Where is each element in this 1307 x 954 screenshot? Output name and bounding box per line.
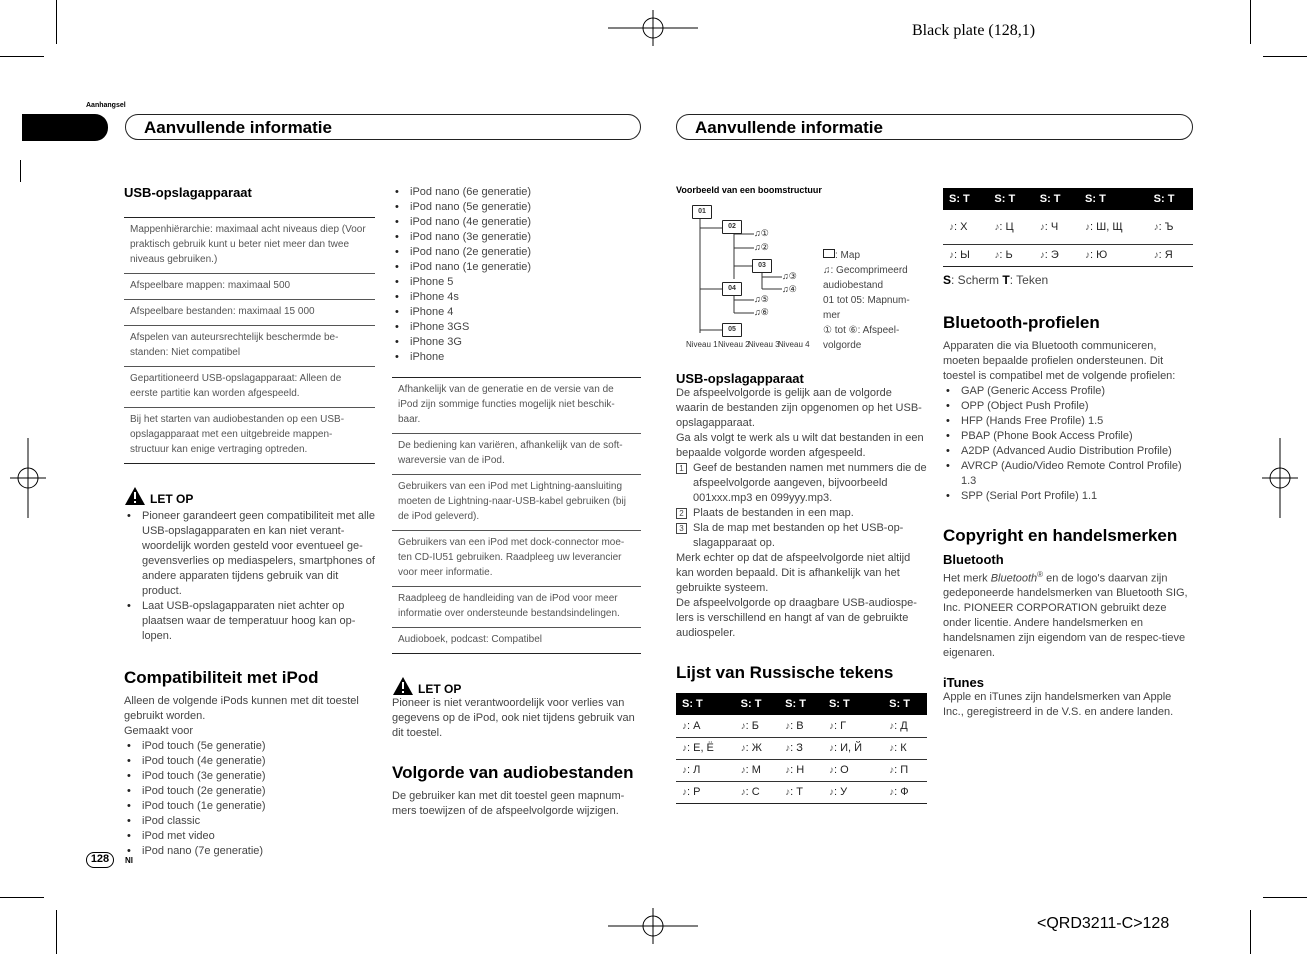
table-cell (883, 759, 927, 781)
usb-note: Gepartitioneerd USB-opslagapparaat: Alleen de eerste partitie kan worden afgespeeld. (124, 367, 375, 408)
legend-order: ① tot ⑥: Afspeel-volgorde (823, 325, 900, 351)
cell-text: : Л (687, 764, 701, 776)
glyph-icon: ♪ (1039, 221, 1045, 233)
cell-text: : Т (790, 786, 803, 798)
table-cell (1079, 210, 1148, 244)
level-label: Niveau 3 (748, 340, 780, 349)
cell-text: : Д (894, 719, 908, 732)
table-cell (988, 210, 1033, 244)
table-cell (988, 244, 1033, 266)
caution-label: LET OP (150, 492, 194, 506)
cell-text: : Ю (1090, 249, 1108, 261)
itunes-subheading: iTunes (943, 675, 984, 691)
step-number: 1 (676, 463, 687, 474)
ipod-notes (392, 377, 641, 654)
table-cell (676, 759, 735, 781)
level-label: Niveau 4 (778, 340, 810, 349)
glyph-icon: ♪ (1085, 250, 1091, 261)
table-row (943, 210, 1193, 244)
folder-legend-icon (823, 249, 835, 258)
glyph-icon: ♪ (828, 787, 834, 798)
glyph-icon: ♪ (740, 743, 746, 754)
bluetooth-subheading: Bluetooth (943, 551, 1004, 567)
glyph-icon: ♪ (682, 720, 687, 732)
glyph-icon: ♪ (740, 787, 746, 798)
order-heading: Volgorde van audiobestanden (392, 763, 634, 782)
folder-icon: 04 (722, 282, 742, 296)
legend-s: S (943, 272, 952, 287)
list-item: • iPod nano (3e generatie) (392, 230, 641, 245)
usb-heading: USB-opslagapparaat (124, 185, 252, 200)
ipod-list-continued (392, 185, 641, 365)
table-row (676, 715, 927, 737)
column-1 (124, 185, 375, 859)
table-header-row (943, 188, 1193, 210)
crop-mark (56, 910, 57, 954)
column-2 (392, 185, 641, 819)
legend-folders: 01 tot 05: Mapnum-mer (823, 295, 910, 321)
cell-text: : С (745, 786, 760, 798)
glyph-icon: ♪ (740, 765, 746, 776)
language-code: Nl (125, 856, 133, 865)
glyph-icon: ♪ (682, 743, 687, 754)
table-header: S: T (988, 188, 1033, 210)
glyph-icon: ♪ (994, 250, 1000, 261)
crop-mark (1263, 56, 1307, 57)
cell-text: : В (790, 719, 804, 732)
registration-mark-icon (1262, 438, 1298, 518)
glyph-icon: ♪ (1153, 250, 1159, 261)
table-cell (1034, 244, 1079, 266)
section-tab (22, 114, 108, 141)
document-code: <QRD3211-C>128 (1037, 915, 1170, 932)
registration-mark-icon (608, 10, 698, 46)
list-item: • iPod nano (7e generatie) (124, 844, 375, 859)
ipod-heading: Compatibiliteit met iPod (124, 668, 319, 687)
step-item (676, 461, 927, 506)
usb-note: Afspelen van auteursrechtelijk beschermde be-standen: Niet compatibel (124, 326, 375, 367)
audio-file-icon: ♫③ (782, 271, 797, 281)
glyph-icon: ♪ (889, 720, 895, 732)
table-cell (735, 715, 779, 737)
bluetooth-intro: Apparaten die via Bluetooth communiceren, moeten bepaalde profielen ondersteunen. Dit toestel is compatibel met de volgende profielen: (943, 339, 1176, 382)
list-item: • iPhone 5 (392, 275, 641, 290)
list-item: • iPhone 3G (392, 335, 641, 350)
page-number: 128 (86, 852, 114, 868)
section-title-right: Aanvullende informatie (676, 114, 1193, 140)
table-header: S: T (823, 693, 883, 715)
ipod-intro: Alleen de volgende iPods kunnen met dit toestel gebruikt worden. (124, 695, 359, 722)
file-number: ① (760, 228, 769, 238)
cell-text: : Р (687, 786, 701, 798)
crop-mark (20, 160, 21, 182)
russian-table-continued (943, 188, 1193, 267)
legend-t-text: : Teken (1009, 272, 1049, 287)
list-item: • iPod nano (5e generatie) (392, 200, 641, 215)
table-legend (943, 273, 1193, 287)
ipod-note: Audioboek, podcast: Compatibel (392, 628, 641, 654)
folder-tree-diagram (676, 201, 816, 351)
copyright-heading: Copyright en handelsmerken (943, 525, 1178, 545)
glyph-icon: ♪ (682, 765, 687, 776)
column-3 (676, 185, 927, 798)
table-cell (883, 715, 927, 737)
glyph-icon: ♪ (785, 720, 791, 732)
list-item: • iPod nano (2e generatie) (392, 245, 641, 260)
russian-heading: Lijst van Russische tekens (676, 663, 894, 682)
tree-legend (823, 248, 923, 353)
table-cell (823, 759, 883, 781)
list-item: • iPod touch (1e generatie) (124, 799, 375, 814)
file-number: ⑥ (760, 307, 769, 317)
table-header: S: T (943, 188, 988, 210)
table-header: S: T (676, 693, 735, 715)
ipod-list (124, 739, 375, 859)
caution-list (124, 509, 375, 644)
table-cell (823, 737, 883, 759)
list-item: • Pioneer garandeert geen compatibiliteit met alle USB-opslagapparaten en kan niet verant-woordelijk worden gesteld voor eventueel ge-gevensverlies op mediaspelers, smartphones of andere apparaten tijdens gebruik van dit product. (124, 509, 375, 599)
steps-list (676, 461, 927, 551)
list-item: • iPod touch (4e generatie) (124, 754, 375, 769)
usb-paragraph: De afspeelvolgorde op draagbare USB-audiospe-lers is verschillend en hangt af van de gebruikte audiospeler. (676, 597, 917, 639)
folder-icon: 02 (722, 220, 742, 234)
legend-s-text: : Scherm (951, 272, 1003, 287)
table-header-row (676, 693, 927, 715)
file-number: ④ (788, 284, 797, 294)
list-item: • iPhone 4s (392, 290, 641, 305)
table-cell (943, 210, 988, 244)
cell-text: : Ь (999, 249, 1013, 261)
warning-icon (392, 676, 414, 696)
table-cell (779, 737, 823, 759)
plate-label: Black plate (128,1) (912, 22, 1036, 39)
list-item: • iPhone (392, 350, 641, 365)
tree-title: Voorbeeld van een boomstructuur (676, 185, 822, 195)
text-part: Bluetooth (990, 572, 1038, 585)
list-item: • iPod nano (6e generatie) (392, 185, 641, 200)
table-header: S: T (1079, 188, 1148, 210)
table-header: S: T (735, 693, 779, 715)
registration-mark-icon (10, 438, 46, 518)
glyph-icon: ♪ (828, 720, 834, 732)
usb-order-section (676, 371, 927, 804)
table-cell (823, 715, 883, 737)
table-cell (735, 781, 779, 803)
cell-text: : Ч (1044, 220, 1059, 233)
glyph-icon: ♪ (889, 743, 895, 754)
table-header: S: T (883, 693, 927, 715)
audio-file-icon: ♫② (754, 242, 769, 252)
list-item: • GAP (Generic Access Profile) (943, 384, 1193, 399)
list-item: • iPod met video (124, 829, 375, 844)
file-number: ② (760, 242, 769, 252)
list-item: • Laat USB-opslagapparaten niet achter op plaatsen waar de temperatuur hoog kan op-lopen. (124, 599, 375, 644)
glyph-icon: ♪ (828, 743, 834, 754)
warning-icon (124, 486, 146, 506)
list-item: • iPod nano (1e generatie) (392, 260, 641, 275)
usb-note: Bij het starten van audiobestanden op een USB-opslagapparaat met een uitgebreide mappen-structuur kan enige vertraging optreden. (124, 408, 375, 464)
folder-icon: 03 (752, 259, 772, 273)
table-header: S: T (779, 693, 823, 715)
legend-t: T (1002, 272, 1010, 287)
list-item: • HFP (Hands Free Profile) 1.5 (943, 414, 1193, 429)
usb-heading: USB-opslagapparaat (676, 371, 804, 386)
usb-note: Afspeelbare mappen: maximaal 500 (124, 274, 375, 300)
crop-mark (0, 56, 44, 57)
registered-mark: ® (1037, 569, 1044, 579)
table-cell (779, 715, 823, 737)
table-cell (883, 737, 927, 759)
bluetooth-profiles-list (943, 384, 1193, 504)
list-item: • iPod nano (4e generatie) (392, 215, 641, 230)
cell-text: : А (687, 719, 701, 732)
step-item (676, 506, 927, 521)
table-cell (779, 781, 823, 803)
caution-heading (124, 486, 375, 506)
glyph-icon: ♪ (1153, 221, 1159, 233)
list-item: • A2DP (Advanced Audio Distribution Profile) (943, 444, 1193, 459)
cell-text: : Ы (954, 249, 970, 261)
list-item: • iPhone 4 (392, 305, 641, 320)
ipod-made-for: Gemaakt voor (124, 725, 194, 737)
file-number: ③ (788, 271, 797, 281)
registration-mark-icon (608, 908, 698, 944)
column-4 (943, 188, 1193, 720)
list-item: • AVRCP (Audio/Video Remote Control Profile) 1.3 (943, 459, 1193, 489)
list-item: • PBAP (Phone Book Access Profile) (943, 429, 1193, 444)
audio-file-icon: ♫④ (782, 284, 797, 294)
audio-file-icon: ♫⑤ (754, 294, 769, 304)
section-title-left: Aanvullende informatie (125, 114, 641, 140)
ipod-note: Gebruikers van een iPod met Lightning-aansluiting moeten de Lightning-naar-USB-kabel gebruiken (bij de iPod geleverd). (392, 475, 641, 531)
russian-table (676, 693, 927, 804)
cell-text: : Ш, Щ (1090, 220, 1123, 233)
table-row (676, 759, 927, 781)
table-row (676, 781, 927, 803)
list-item: • iPod touch (2e generatie) (124, 784, 375, 799)
audio-file-icon: ♫⑥ (754, 307, 769, 317)
table-cell (1079, 244, 1148, 266)
cell-text: : И, Й (833, 742, 862, 754)
crop-mark (56, 0, 57, 44)
bluetooth-text (943, 567, 1193, 662)
legend-file: : Gecomprimeerd audiobestand (823, 265, 908, 291)
glyph-icon: ♪ (828, 765, 834, 776)
cell-text: : Г (833, 719, 847, 732)
glyph-icon: ♪ (889, 787, 895, 798)
step-number: 3 (676, 523, 687, 534)
cell-text: : У (833, 786, 848, 798)
legend-map: : Map (835, 250, 861, 261)
table-cell (1148, 210, 1193, 244)
cell-text: : М (745, 764, 761, 776)
cell-text: : Ф (894, 786, 909, 798)
table-cell (883, 781, 927, 803)
glyph-icon: ♪ (949, 250, 954, 261)
ipod-note: De bediening kan variëren, afhankelijk van de soft-wareversie van de iPod. (392, 434, 641, 475)
file-number: ⑤ (760, 294, 769, 304)
list-item: • OPP (Object Push Profile) (943, 399, 1193, 414)
crop-mark (1263, 897, 1307, 898)
cell-text: : З (790, 742, 803, 754)
cell-text: : О (833, 764, 849, 776)
table-cell (676, 715, 735, 737)
table-cell (779, 759, 823, 781)
cell-text: : Э (1044, 249, 1059, 261)
list-item: • iPhone 3GS (392, 320, 641, 335)
usb-notes (124, 217, 375, 464)
cell-text: : П (894, 764, 909, 776)
table-cell (943, 244, 988, 266)
cell-text: : Н (790, 764, 805, 776)
glyph-icon: ♪ (994, 221, 1000, 233)
glyph-icon: ♪ (1039, 250, 1045, 261)
usb-note: Mappenhiërarchie: maximaal acht niveaus diep (Voor praktisch gebruik kunt u beter niet meer dan twee niveaus gebruiken.) (124, 218, 375, 274)
table-cell (735, 759, 779, 781)
step-item (676, 521, 927, 551)
itunes-text: Apple en iTunes zijn handelsmerken van Apple Inc., geregistreerd in de V.S. en andere landen. (943, 691, 1174, 719)
cell-text: : К (894, 742, 907, 754)
table-header: S: T (1148, 188, 1193, 210)
glyph-icon: ♪ (785, 765, 791, 776)
cell-text: : Б (745, 719, 760, 732)
glyph-icon: ♪ (740, 720, 746, 732)
folder-icon: 01 (692, 205, 712, 219)
audio-legend-icon: ♫ (823, 265, 831, 276)
step-text: Geef de bestanden namen met nummers die de afspeelvolgorde aangeven, bijvoorbeeld 001xxx.mp3 en 099yyy.mp3. (693, 462, 927, 504)
list-item: • SPP (Serial Port Profile) 1.1 (943, 489, 1193, 504)
list-item: • iPod touch (5e generatie) (124, 739, 375, 754)
level-label: Niveau 1 (686, 340, 718, 349)
cell-text: : Ц (999, 220, 1014, 233)
caution-heading (392, 676, 641, 696)
glyph-icon: ♪ (785, 743, 791, 754)
ipod-note: Gebruikers van een iPod met dock-connector moe-ten CD-IU51 gebruiken. Raadpleeg uw leverancier voor meer informatie. (392, 531, 641, 587)
caution-label: LET OP (418, 682, 462, 696)
crop-mark (1250, 910, 1251, 954)
table-cell (1034, 210, 1079, 244)
usb-paragraph: De afspeelvolgorde is gelijk aan de volgorde waarin de bestanden zijn opgenomen op het USB-opslagapparaat. (676, 387, 922, 429)
table-cell (823, 781, 883, 803)
glyph-icon: ♪ (1085, 221, 1091, 233)
step-number: 2 (676, 508, 687, 519)
glyph-icon: ♪ (949, 221, 954, 233)
cell-text: : Е, Ё (687, 742, 714, 754)
glyph-icon: ♪ (785, 787, 791, 798)
table-cell (1148, 244, 1193, 266)
ipod-note: Raadpleeg de handleiding van de iPod voor meer informatie over ondersteunde bestandsindelingen. (392, 587, 641, 628)
cell-text: : Ъ (1158, 220, 1174, 233)
level-label: Niveau 2 (718, 340, 750, 349)
list-item: • iPod classic (124, 814, 375, 829)
glyph-icon: ♪ (889, 765, 895, 776)
caution-text: Pioneer is niet verantwoordelijk voor verlies van gegevens op de iPod, ook niet tijdens gebruik van dit toestel. (392, 697, 635, 739)
glyph-icon: ♪ (682, 787, 687, 798)
list-item: • iPod touch (3e generatie) (124, 769, 375, 784)
cell-text: : Х (954, 220, 968, 233)
table-cell (676, 781, 735, 803)
crop-mark (0, 897, 44, 898)
ipod-note: Afhankelijk van de generatie en de versie van de iPod zijn sommige functies mogelijk niet beschik-baar. (392, 378, 641, 434)
usb-note: Afspeelbare bestanden: maximaal 15 000 (124, 300, 375, 326)
text-part: Het merk (943, 572, 991, 585)
table-row (676, 737, 927, 759)
order-text: De gebruiker kan met dit toestel geen mapnum-mers toewijzen of de afspeelvolgorde wijzigen. (392, 790, 625, 817)
step-text: Sla de map met bestanden op het USB-op-slagapparaat op. (693, 522, 904, 549)
running-head: Aanhangsel (86, 102, 126, 109)
table-header: S: T (1034, 188, 1079, 210)
table-row (943, 244, 1193, 266)
folder-icon: 05 (722, 323, 742, 337)
bluetooth-profiles-heading: Bluetooth-profielen (943, 312, 1100, 332)
table-cell (735, 737, 779, 759)
audio-file-icon: ♫① (754, 228, 769, 238)
cell-text: : Ж (745, 742, 762, 754)
crop-mark (1250, 0, 1251, 44)
usb-paragraph: Merk echter op dat de afspeelvolgorde niet altijd kan worden bepaald. Dit is afhankelijk van het gebruikte systeem. (676, 552, 911, 594)
table-cell (676, 737, 735, 759)
cell-text: : Я (1158, 249, 1173, 261)
text-part: en de logo's daarvan zijn gedeponeerde handelsmerken van Bluetooth SIG, Inc. PIONEER CORPORATION gebruikt deze onder licentie. Andere handelsmerken en handelsnamen zijn eigendom van de respec-tieve eigenaren. (943, 572, 1188, 660)
step-text: Plaats de bestanden in een map. (693, 507, 854, 519)
usb-paragraph: Ga als volgt te werk als u wilt dat bestanden in een bepaalde volgorde worden afgespeeld. (676, 432, 924, 459)
